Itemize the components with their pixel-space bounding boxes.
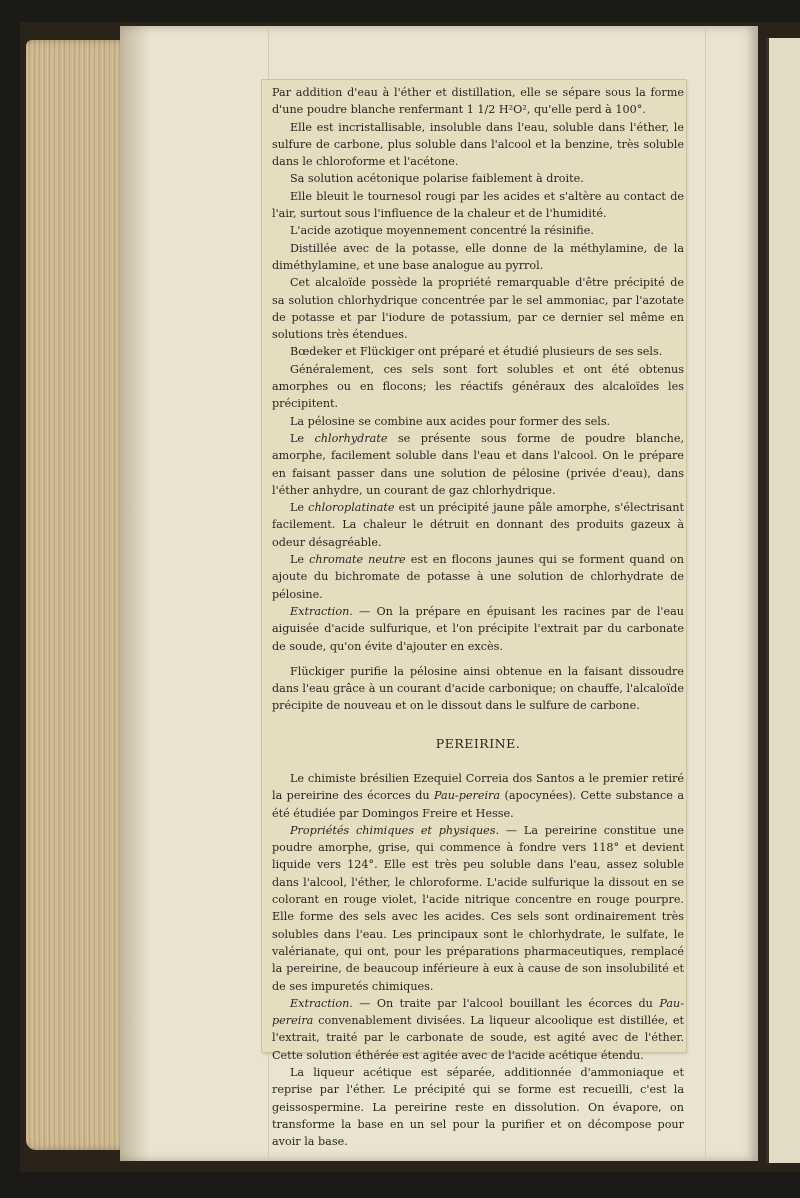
italic-term: chlorhydrate	[314, 431, 388, 445]
paragraph	[272, 822, 684, 995]
clipping-text	[272, 84, 684, 1151]
paragraph	[272, 499, 684, 551]
paragraph-gap	[272, 655, 684, 663]
text-run: Le	[290, 553, 310, 567]
paragraph	[272, 603, 684, 655]
text-run: Le	[290, 431, 315, 445]
text-run: — La pereirine constitue une poudre amorphe, grise, qui commence à fondre vers 118° et devient liquide vers 124°. Elle est très peu soluble dans l'eau, assez soluble dans l'alcool, l'éther, le chloroforme. L'acide sulfurique la dissout en se colorant en rouge violet, l'acide nitrique concentre en rouge pourpre. Elle forme des sels avec les acides. Ces sels sont ordinairement très solubles dans l'eau. Les principaux sont le chlorhydrate, le sulfate, le valérianate, qui ont, pour les préparations pharmaceutiques, remplacé la pereirine, de beaucoup inférieure à eux à cause de son insolubilité et de ses impuretés chimiques.	[272, 823, 684, 993]
paragraph	[272, 430, 684, 499]
paragraph: Elle est incristallisable, insoluble dans l'eau, soluble dans l'éther, le sulfure de carbone, plus soluble dans l'alcool et la benzine, très soluble dans le chloroforme et l'acétone.	[272, 120, 684, 169]
paragraph: Bœdeker et Flückiger ont préparé et étudié plusieurs de ses sels.	[290, 345, 663, 359]
italic-term: Pau-pereira	[434, 789, 501, 803]
italic-term: chloroplatinate	[308, 501, 395, 515]
paragraph: Généralement, ces sels sont fort solubles et ont été obtenus amorphes ou en flocons; les réactifs généraux des alcaloïdes les précipitent.	[272, 362, 684, 411]
page-rule	[705, 26, 706, 1161]
text-run: se présente sous forme de poudre blanche, amorphe, facilement soluble dans l'eau et dans l'alcool. On le prépare en faisant passer dans une solution de pélosine (privée d'eau), dans l'éther anhydre, un courant de gaz chlorhydrique.	[272, 431, 684, 497]
paragraph: Elle bleuit le tournesol rougi par les acides et s'altère au contact de l'air, surtout sous l'influence de la chaleur et de l'humidité.	[272, 189, 684, 221]
paragraph	[272, 995, 684, 1064]
section-bottom	[272, 770, 684, 1151]
paragraph: Sa solution acétonique polarise faiblement à droite.	[290, 172, 584, 186]
italic-term: Pau-pereira	[272, 996, 684, 1028]
section-top	[272, 84, 684, 715]
text-run: (apocynées). Cette substance a été étudiée par Domingos Freire et Hesse.	[272, 789, 684, 820]
paragraph: Distillée avec de la potasse, elle donne de la méthylamine, de la diméthylamine, et une base analogue au pyrrol.	[272, 241, 684, 272]
section-heading: PEREIRINE.	[435, 735, 521, 751]
italic-term: chromate neutre	[309, 553, 406, 567]
paragraph: Par addition d'eau à l'éther et distillation, elle se sépare sous la forme d'une poudre blanche renfermant 1 1/2 H²O², qu'elle perd à 100°.	[272, 86, 684, 117]
italic-term: Propriétés chimiques et physiques.	[290, 823, 500, 837]
italic-term: Extraction.	[290, 604, 353, 618]
right-page-edge	[766, 38, 800, 1163]
paragraph: La pélosine se combine aux acides pour former des sels.	[290, 414, 611, 428]
paragraph: Cet alcaloïde possède la propriété remarquable d'être précipité de sa solution chlorhydrique concentrée par le sel ammoniac, par l'azotate de potasse et par l'iodure de potassium, par ce dernier sel même en solutions très étendues.	[272, 276, 684, 342]
italic-term: Extraction.	[290, 996, 353, 1010]
text-run: Le chimiste brésilien Ezequiel Correia dos Santos a le premier retiré la pereirine des écorces du	[272, 771, 684, 803]
text-run: est un précipité jaune pâle amorphe, s'électrisant facilement. La chaleur le détruit en donnant des produits gazeux à odeur désagréable.	[272, 501, 684, 549]
text-run: — On traite par l'alcool bouillant les écorces du	[352, 996, 660, 1010]
paragraph: Flückiger purifie la pélosine ainsi obtenue en la faisant dissoudre dans l'eau grâce à un courant d'acide carbonique; on chauffe, l'alcaloïde précipite de nouveau et on le dissout dans le sulfure de carbone.	[272, 664, 684, 713]
text-run: est en flocons jaunes qui se forment quand on ajoute du bichromate de potasse à une solution de chlorhydrate de pélosine.	[272, 553, 684, 601]
paragraph: La liqueur acétique est séparée, additionnée d'ammoniaque et reprise par l'éther. Le précipité qui se forme est recueilli, c'est la geissospermine. La pereirine reste en dissolution. On évapore, on transforme la base en un sel pour la purifier et on décompose pour avoir la base.	[272, 1066, 684, 1149]
text-run: — On la prépare en épuisant les racines par de l'eau aiguisée d'acide sulfurique, et l'on précipite l'extrait par du carbonate de soude, qu'on évite d'ajouter en excès.	[272, 604, 684, 653]
paragraph	[272, 770, 684, 822]
paragraph	[272, 551, 684, 603]
text-run: Le	[290, 501, 309, 515]
paragraph: L'acide azotique moyennement concentré la résinifie.	[290, 224, 594, 238]
text-run: convenablement divisées. La liqueur alcoolique est distillée, et l'extrait, traité par le carbonate de soude, est agité avec de l'éther. Cette solution éthérée est agitée avec de l'acide acétique étendu.	[272, 1014, 684, 1062]
